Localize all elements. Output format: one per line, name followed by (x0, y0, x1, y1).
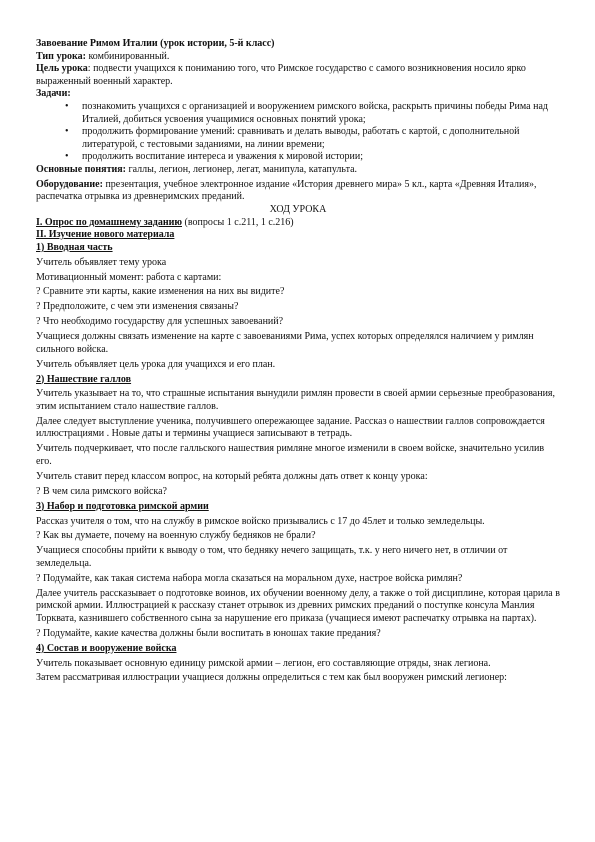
paragraph: Далее следует выступление ученика, получившего опережающее задание. Рассказ о нашествии галлов сопровождается иллюстрациями . Новые даты и термины учащиеся записывают в тетрадь. (36, 415, 545, 440)
bullet-icon: • (65, 151, 69, 163)
section-1-label: I. Опрос по домашнему заданию (36, 216, 183, 228)
paragraph: Затем рассматривая иллюстрации учащиеся должны определиться с тем как был вооружен римский легионер: (36, 672, 507, 684)
task-item (65, 151, 560, 164)
document-body (36, 38, 560, 685)
paragraph: Учитель указывает на то, что страшные испытания вынудили римлян провести в своей армии серьезные преобразования, этим испытанием стало нашествие галлов. (36, 388, 556, 412)
tasks-list (36, 101, 560, 164)
equipment-line (36, 179, 560, 204)
lesson-goal-label: Цель урока (36, 63, 88, 75)
paragraph: Далее учитель рассказывает о подготовке воинов, их обучении военному делу, а также о той дисциплине, которая царила в римской армии. Иллюстрацией к рассказу станет отрывок из древних римских преданий о поступке консула Манлия Торквата, казнившего собственного сына за нарушение его приказа (учащиеся имеют распечатку отрывка на партах). (36, 587, 560, 624)
document-title: Завоевание Римом Италии (урок истории, 5-й класс) (36, 38, 275, 49)
bullet-icon: • (65, 100, 69, 112)
question: ? Как вы думаете, почему на военную службу бедняков не брали? (36, 530, 316, 542)
tasks-label: Задачи: (36, 88, 71, 100)
concepts-line (36, 164, 560, 177)
subsection-1-heading: 1) Вводная часть (36, 241, 113, 253)
question: ? Подумайте, как такая система набора могла сказаться на моральном духе, настрое войска римлян? (36, 572, 463, 584)
task-item (65, 100, 560, 126)
subsection-4-heading: 4) Состав и вооружение войска (36, 642, 177, 654)
equipment-label: Оборудование: (36, 178, 103, 190)
task-text: продолжить формирование умений: сравнивать и делать выводы, работать с картой, с дополнительной литературой, с тестовыми заданиями, на линии времени; (82, 126, 520, 150)
concepts-text: галлы, легион, легионер, легат, манипула, катапульта. (126, 163, 358, 175)
lesson-goal-line (36, 63, 560, 88)
equipment-text: презентация, учебное электронное издание «История древнего мира» 5 кл., карта «Древняя Италия», распечатка отрывка из древнеримских преданий. (36, 178, 537, 203)
question: ? Подумайте, какие качества должны были воспитать в юношах такие предания? (36, 627, 381, 639)
subsection-2-heading: 2) Нашествие галлов (36, 373, 132, 385)
question: ? Сравните эти карты, какие изменения на них вы видите? (36, 286, 285, 298)
paragraph: Рассказ учителя о том, что на службу в римское войско призывались с 17 до 45лет и только земледельцы. (36, 515, 485, 527)
section-1-line (36, 217, 560, 230)
lesson-goal-text: : подвести учащихся к пониманию того, что Римское государство с самого возникновения носило ярко выраженный военный характер. (36, 63, 526, 87)
task-item (65, 126, 560, 151)
paragraph: Учитель объявляет цель урока для учащихся и его план. (36, 358, 276, 370)
task-text: продолжить воспитание интереса и уважения к мировой истории; (82, 151, 363, 163)
paragraph: Мотивационный момент: работа с картами: (36, 271, 222, 283)
lesson-type-text: комбинированный. (85, 50, 170, 62)
task-text: познакомить учащихся с организацией и вооружением римского войска, раскрыть причины победы Рима над Италией, добиться усвоения учащимися основных понятий урока; (82, 100, 548, 125)
concepts-label: Основные понятия: (36, 163, 126, 175)
section-2-heading: II. Изучение нового материала (36, 229, 175, 241)
question: ? В чем сила римского войска? (36, 485, 167, 497)
course-heading: ХОД УРОКА (269, 204, 327, 216)
lesson-type-label: Тип урока: (36, 50, 86, 62)
question: ? Предположите, с чем эти изменения связаны? (36, 301, 239, 313)
bullet-icon: • (65, 126, 69, 138)
paragraph: Учащиеся способны прийти к выводу о том, что бедняку нечего защищать, т.к. у него ничего нет, в отличии от земледельца. (36, 545, 508, 569)
lesson-type-line (36, 51, 560, 64)
section-1-text: (вопросы 1 с.211, 1 с.216) (182, 216, 294, 228)
paragraph: Учитель ставит перед классом вопрос, на который ребята должны дать ответ к концу урока: (36, 470, 428, 482)
paragraph: Учитель показывает основную единицу римской армии – легион, его составляющие отряды, знак легиона. (36, 657, 491, 669)
paragraph: Учитель объявляет тему урока (36, 256, 167, 268)
paragraph: Учитель подчеркивает, что после галльского нашествия римляне многое изменили в своем войске, значительно усилив его. (36, 443, 545, 467)
subsection-3-heading: 3) Набор и подготовка римской армии (36, 500, 209, 512)
paragraph: Учащиеся должны связать изменение на карте с завоеваниями Рима, успех которых определялся наличием у римлян сильного войска. (36, 331, 534, 355)
question: ? Что необходимо государству для успешных завоеваний? (36, 316, 284, 328)
